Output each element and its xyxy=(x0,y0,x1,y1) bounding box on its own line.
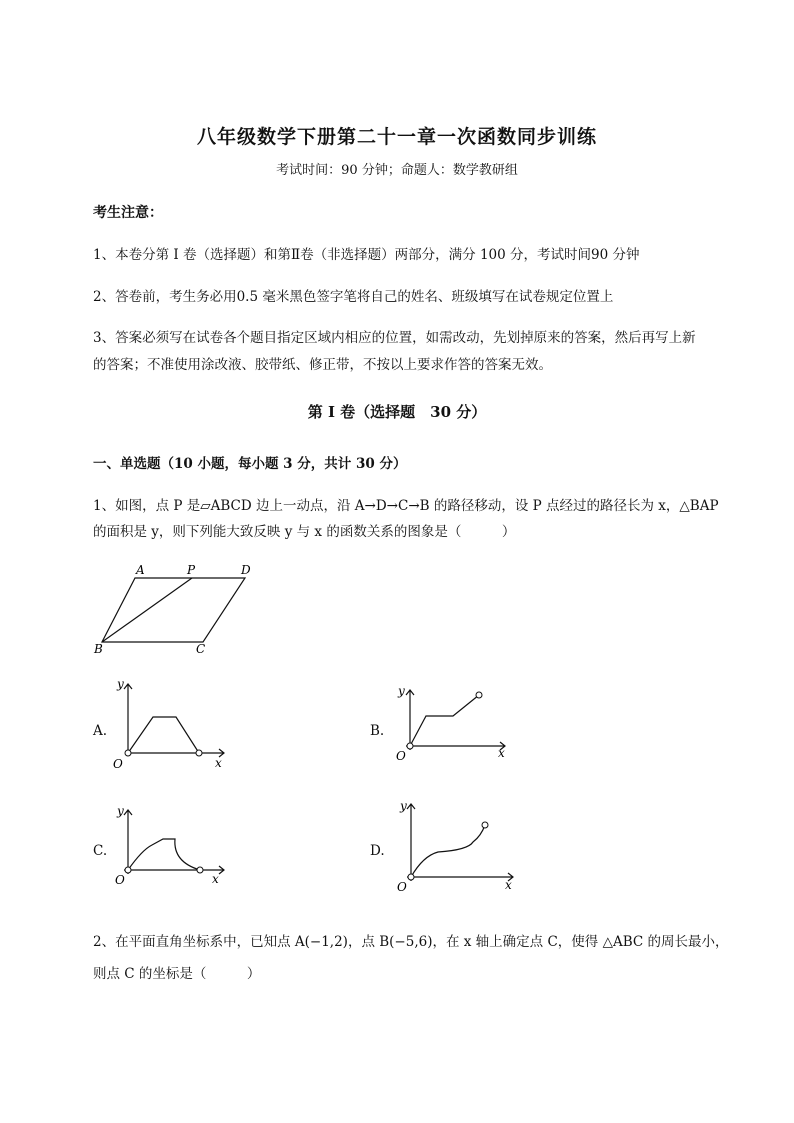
axis-x-label: x xyxy=(212,872,219,886)
axis-y-label: y xyxy=(117,804,124,818)
label-P: P xyxy=(187,563,196,577)
label-C: C xyxy=(196,642,206,656)
notice-item-1: 1、本卷分第 I 卷（选择题）和第Ⅱ卷（非选择题）两部分，满分 100 分，考试时间90 分钟 xyxy=(93,247,640,263)
option-C-graph xyxy=(108,802,230,888)
axis-y-label: y xyxy=(398,684,405,698)
question-1-text: 1、如图，点 P 是▱ABCD 边上一动点，沿 A→D→C→B 的路径移动，设 P 点经过的路径长为 x，△BAP xyxy=(93,498,719,514)
label-A: A xyxy=(136,563,145,577)
option-D-label: D. xyxy=(370,843,385,859)
parallelogram-figure xyxy=(88,562,263,658)
section-title: 第 I 卷（选择题 30 分） xyxy=(307,403,487,421)
question-2-text: 2、在平面直角坐标系中，已知点 A(−1,2)，点 B(−5,6)，在 x 轴上确定点 C，使得 △ABC 的周长最小， xyxy=(93,934,729,950)
axis-x-label: x xyxy=(505,878,512,892)
label-B: B xyxy=(94,642,103,656)
notice-item-2: 2、答卷前，考生务必用0.5 毫米黑色签字笔将自己的姓名、班级填写在试卷规定位置上 xyxy=(93,289,614,305)
question-1-text-cont: 的面积是 y，则下列能大致反映 y 与 x 的函数关系的图象是（ ） xyxy=(93,524,516,540)
option-B-graph xyxy=(393,684,515,770)
notice-heading: 考生注意： xyxy=(93,205,163,221)
origin-label: O xyxy=(113,757,123,771)
label-D: D xyxy=(241,563,251,577)
notice-item-3: 3、答案必须写在试卷各个题目指定区域内相应的位置，如需改动，先划掉原来的答案，然后再写上新 xyxy=(93,330,696,346)
axis-y-label: y xyxy=(400,799,407,813)
origin-label: O xyxy=(396,749,406,763)
question-2-text-cont: 则点 C 的坐标是（ ） xyxy=(93,966,261,982)
axis-x-label: x xyxy=(215,756,222,770)
exam-info: 考试时间：90 分钟；命题人：数学教研组 xyxy=(276,163,518,178)
axis-y-label: y xyxy=(117,677,124,691)
option-A-label: A. xyxy=(93,723,108,739)
origin-label: O xyxy=(397,880,407,894)
option-C-label: C. xyxy=(93,843,108,859)
page-title: 八年级数学下册第二十一章一次函数同步训练 xyxy=(196,126,597,148)
origin-label: O xyxy=(115,873,125,887)
option-B-label: B. xyxy=(370,723,385,739)
part-title: 一、单选题（10 小题，每小题 3 分，共计 30 分） xyxy=(93,456,407,472)
notice-item-3-cont: 的答案；不准使用涂改液、胶带纸、修正带，不按以上要求作答的答案无效。 xyxy=(93,357,552,373)
option-D-graph xyxy=(393,798,518,894)
axis-x-label: x xyxy=(498,746,505,760)
option-A-graph xyxy=(108,674,230,772)
